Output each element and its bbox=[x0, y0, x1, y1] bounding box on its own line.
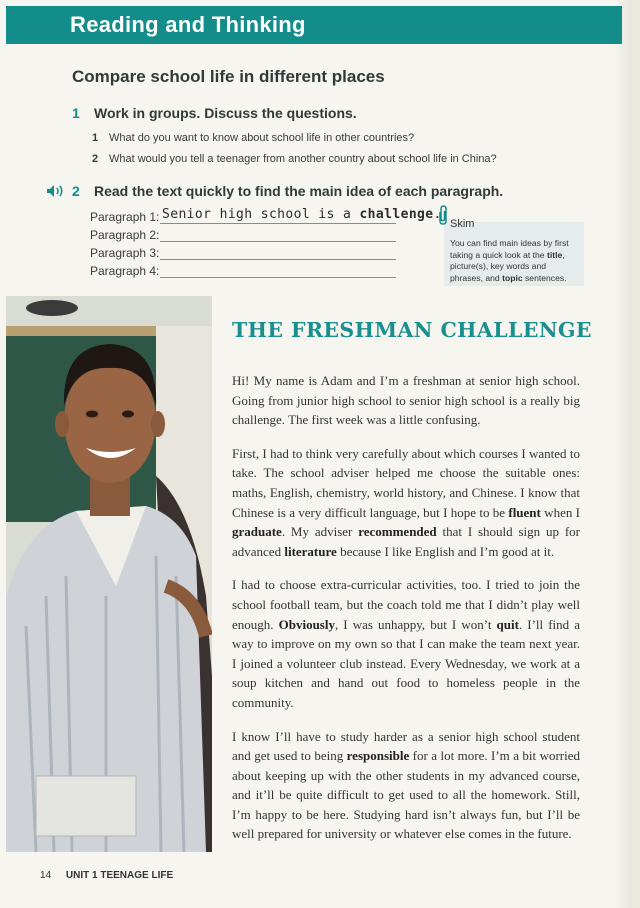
exercise-2-number: 2 bbox=[72, 183, 80, 199]
student-photo bbox=[6, 296, 212, 852]
question-item bbox=[92, 132, 414, 144]
skim-text: You can find main ideas by first taking a quick look at the bbox=[450, 238, 569, 260]
paragraph-text: First, I had to think very carefully about which courses I wanted to take. The school adviser helped me choose the suitable ones: maths, English, chemistry, world history, and Chinese. I know that Chinese is a very difficult language, but I hope to be bbox=[232, 445, 580, 520]
page-edge bbox=[632, 0, 640, 908]
question-number: 2 bbox=[92, 153, 99, 165]
vocab-word: graduate bbox=[232, 524, 282, 540]
paragraph-label: Paragraph 3: bbox=[90, 246, 160, 260]
exercise-1-number: 1 bbox=[72, 105, 80, 121]
audio-icon[interactable] bbox=[46, 184, 66, 198]
answer-keyword: challenge bbox=[359, 207, 434, 222]
paragraph-label: Paragraph 1: bbox=[90, 210, 160, 224]
exercise-1-instruction: Work in groups. Discuss the questions. bbox=[94, 105, 357, 121]
skim-text: , picture(s), key words and phrases, and bbox=[450, 249, 565, 283]
skim-keyword: topic bbox=[502, 272, 523, 283]
exercise-2-instruction: Read the text quickly to find the main idea of each paragraph. bbox=[94, 183, 504, 199]
article-paragraph bbox=[232, 371, 580, 430]
question-text: What do you want to know about school life in other countries? bbox=[109, 132, 415, 144]
answer-period: . bbox=[433, 207, 442, 222]
article-paragraph bbox=[232, 444, 580, 562]
answer-line bbox=[160, 277, 396, 278]
article-body bbox=[232, 371, 580, 858]
skim-tip-title: Skim bbox=[450, 218, 475, 230]
paragraph-text: when I bbox=[540, 504, 580, 520]
question-item bbox=[92, 153, 497, 165]
unit-label: UNIT 1 TEENAGE LIFE bbox=[65, 870, 174, 881]
student-illustration bbox=[6, 296, 212, 852]
section-header-title: Reading and Thinking bbox=[70, 12, 306, 37]
article-paragraph bbox=[232, 575, 580, 712]
paragraph-text: because I like English and I’m good at it. bbox=[336, 543, 555, 559]
question-number: 1 bbox=[92, 132, 99, 144]
paragraph-text: for a lot more. I’m a bit worried about keeping up with the other students in my advanced course, and it’ll be quite difficult to get used to all the homework. Still, I’m happy to be here. Studying hard isn’t always fun, but I’ll be well prepared for university or whatever else comes in the future. bbox=[232, 748, 580, 842]
paragraph-1-answer bbox=[162, 207, 442, 222]
paragraph-text: that I should sign up for advanced bbox=[232, 524, 580, 559]
page-footer bbox=[40, 870, 173, 881]
paragraph-text: I had to choose extra-curricular activities, too. I tried to join the school football team, but the coach told me that I didn’t play well enough. bbox=[232, 577, 580, 632]
vocab-word: literature bbox=[284, 543, 337, 559]
paragraph-text: Hi! My name is Adam and I’m a freshman at senior high school. Going from junior high school to senior high school is a really big challenge. The first week was a little confusing. bbox=[232, 373, 580, 428]
paragraph-label: Paragraph 2: bbox=[90, 228, 160, 242]
question-text: What would you tell a teenager from another country about school life in China? bbox=[109, 153, 497, 165]
answer-text: Senior high school is a bbox=[162, 207, 360, 222]
answer-line bbox=[160, 241, 396, 242]
vocab-word: recommended bbox=[358, 524, 437, 540]
paragraph-text: . My adviser bbox=[281, 524, 359, 540]
skim-tip-body bbox=[450, 238, 578, 284]
paperclip-icon bbox=[433, 204, 450, 226]
skim-text: sentences. bbox=[522, 272, 567, 283]
section-header-bar bbox=[6, 6, 622, 44]
paragraph-label: Paragraph 4: bbox=[90, 264, 160, 278]
paragraph-text: , I was unhappy, but I won’t bbox=[334, 616, 497, 632]
vocab-word: responsible bbox=[346, 748, 410, 764]
vocab-word: fluent bbox=[508, 504, 541, 520]
answer-line bbox=[160, 259, 396, 260]
article-paragraph bbox=[232, 727, 580, 845]
paragraph-text: . I’ll find a way to improve on my own so that I can make the team next year. I joined a volunteer club instead. Every Wednesday, we work at a soup kitchen and hand out food to homeless people in the community. bbox=[232, 616, 580, 710]
page-number: 14 bbox=[40, 870, 52, 881]
skim-keyword: title bbox=[546, 249, 563, 260]
lesson-title: Compare school life in different places bbox=[72, 67, 385, 86]
vocab-word: quit bbox=[496, 616, 519, 632]
article-title: THE FRESHMAN CHALLENGE bbox=[232, 318, 592, 342]
exercise-2-heading bbox=[72, 183, 503, 199]
exercise-1-heading bbox=[72, 105, 357, 121]
vocab-word: Obviously bbox=[278, 616, 335, 632]
answer-line bbox=[160, 223, 396, 224]
paragraph-text: I know I’ll have to study harder as a senior high school student and get used to being bbox=[232, 728, 580, 764]
